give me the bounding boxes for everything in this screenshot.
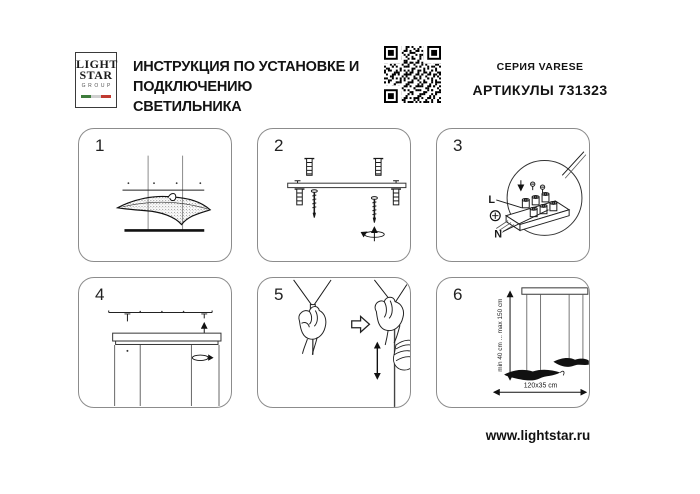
- step-number: 4: [95, 285, 105, 304]
- base-size-label: 120x35 cm: [523, 382, 558, 390]
- flag-red: [101, 95, 111, 98]
- screw-icon: [371, 197, 377, 223]
- height-range-label: min 40 cm ... max 150 cm: [497, 298, 505, 372]
- step-number: 1: [95, 136, 105, 155]
- qr-code-icon: [384, 46, 441, 103]
- panel-step-1: [78, 128, 232, 262]
- wire-label-n: N: [494, 228, 503, 241]
- terminal-screw-icon: [531, 182, 545, 193]
- ground-icon: [490, 211, 500, 221]
- terminal-block: [496, 180, 569, 232]
- wall-plug-icon: [373, 159, 383, 176]
- screw-icon: [311, 190, 317, 218]
- rotate-arrow-icon: [192, 354, 213, 360]
- panel-step-6: [436, 277, 590, 408]
- panel-step-5: [257, 277, 411, 408]
- rotate-arrow-icon: [361, 228, 385, 242]
- lightstar-logo: [75, 52, 117, 108]
- wall-plug-icon: [391, 189, 401, 205]
- series-label: СЕРИЯ VARESE: [496, 61, 584, 73]
- logo-star: STAR: [79, 68, 113, 82]
- articles-label: АРТИКУЛЫ 731323: [472, 82, 608, 98]
- wall-plug-icon: [304, 159, 314, 176]
- lamp-shade-silhouette: [553, 358, 588, 367]
- title-line-2: ПОДКЛЮЧЕНИЮ СВЕТИЛЬНИКА: [133, 79, 253, 115]
- panel-step-2: [257, 128, 411, 262]
- lamp-shade-sketch: [393, 340, 410, 370]
- lamp-shade-silhouette: [504, 370, 560, 381]
- mounting-bar: [288, 183, 406, 187]
- step-number: 3: [453, 136, 463, 155]
- page-title: [133, 57, 363, 117]
- italy-flag-stripe: [81, 95, 111, 98]
- title-line-1: ИНСТРУКЦИЯ ПО УСТАНОВКЕ И: [133, 59, 360, 75]
- step-number: 5: [274, 285, 284, 304]
- flag-white: [91, 95, 101, 98]
- flag-green: [81, 95, 91, 98]
- website-url: www.lightstar.ru: [485, 428, 591, 443]
- step-number: 2: [274, 136, 284, 155]
- wall-plug-icon: [295, 189, 305, 205]
- panel-step-3: [436, 128, 590, 262]
- panel-step-4: [78, 277, 232, 408]
- logo-group: GROUP: [81, 83, 113, 89]
- hand-icon: [375, 297, 403, 345]
- wire-label-l: L: [488, 193, 495, 206]
- ceiling-bar: [522, 288, 588, 294]
- step-number: 6: [453, 285, 463, 304]
- product-info: [452, 61, 628, 98]
- right-arrow-icon: [352, 316, 370, 332]
- logo-light: LIGHT: [76, 57, 118, 71]
- canopy: [113, 333, 221, 341]
